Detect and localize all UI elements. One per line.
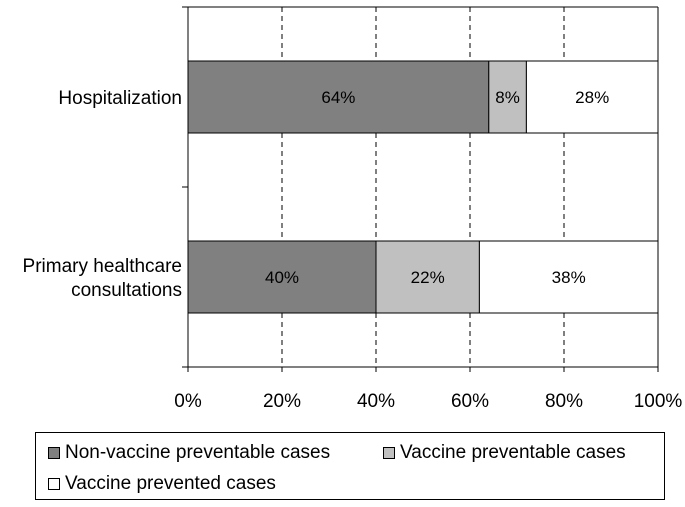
x-tick-label-4: 80%: [544, 391, 584, 412]
legend-label-non-vaccine-preventable: Non-vaccine preventable cases: [65, 442, 331, 463]
legend: [35, 432, 665, 500]
legend-item-non-vaccine-preventable: [48, 442, 330, 464]
x-tick-label-1: 20%: [262, 391, 302, 412]
data-label-0-1: 8%: [495, 88, 520, 107]
data-label-0-2: 28%: [575, 88, 610, 107]
data-label-1-1: 22%: [410, 268, 445, 287]
legend-swatch-non-vaccine-preventable: [48, 447, 60, 459]
category-label-1-line-1: consultations: [71, 280, 182, 301]
x-tick-label-3: 60%: [450, 391, 490, 412]
legend-label-vaccine-preventable: Vaccine preventable cases: [400, 442, 626, 463]
legend-label-vaccine-prevented: Vaccine prevented cases: [65, 473, 276, 494]
x-tick-label-2: 40%: [356, 391, 396, 412]
legend-item-vaccine-preventable: [383, 442, 626, 464]
legend-swatch-vaccine-preventable: [383, 447, 395, 459]
x-tick-label-5: 100%: [633, 391, 683, 412]
x-tick-label-0: 0%: [174, 391, 202, 412]
data-label-1-2: 38%: [551, 268, 586, 287]
legend-item-vaccine-prevented: [48, 473, 276, 495]
data-label-1-0: 40%: [264, 268, 300, 287]
legend-swatch-vaccine-prevented: [48, 478, 60, 490]
category-label-1-line-0: Primary healthcare: [22, 256, 182, 277]
data-label-0-0: 64%: [321, 88, 356, 107]
category-label-0-line-0: Hospitalization: [58, 88, 182, 109]
